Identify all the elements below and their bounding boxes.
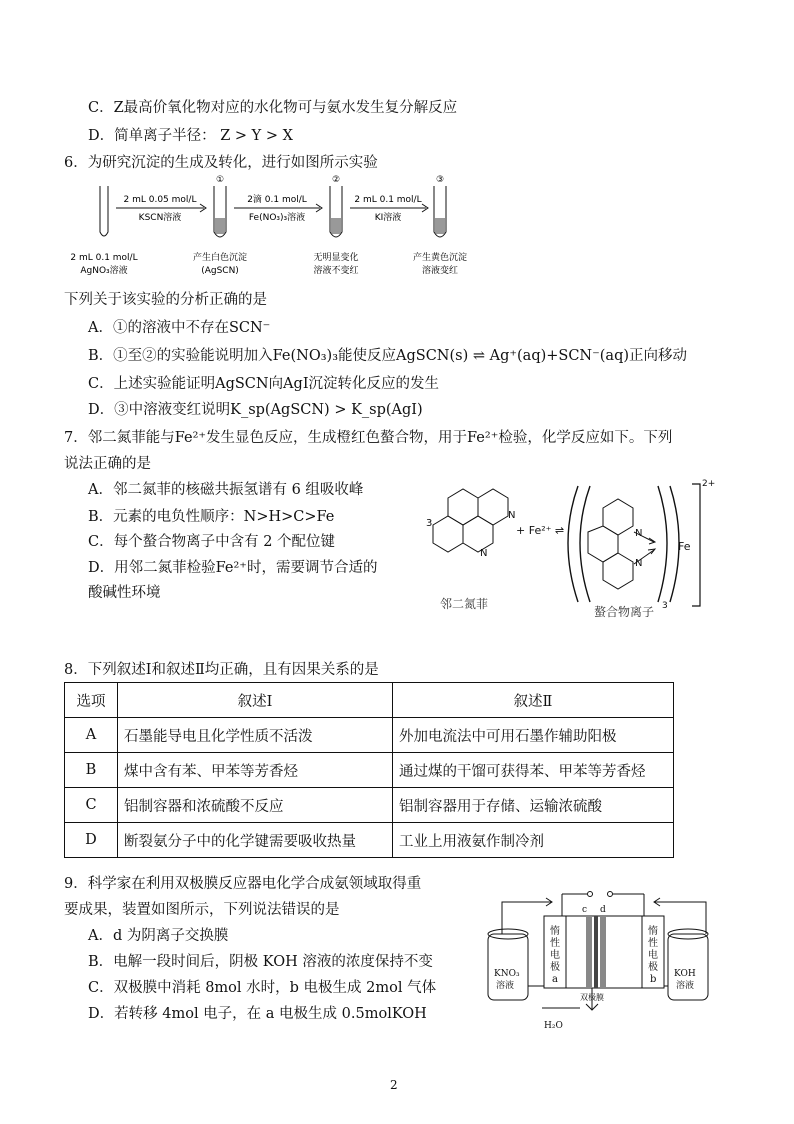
q8-header-option: 选项 <box>65 683 118 718</box>
q9-electrode-b-char3: 电 <box>648 950 658 961</box>
q6-tube0-solution: AgNO₃溶液 <box>80 266 128 276</box>
q8-row-statement1: 断裂氨分子中的化学键需要吸收热量 <box>118 823 393 858</box>
q7-subscript-3: 3 <box>662 601 668 611</box>
q8-row-statement1: 铝制容器和浓硫酸不反应 <box>118 788 393 823</box>
q9-label-d: d <box>600 905 606 915</box>
q7-option-d-line1: D．用邻二氮菲检验Fe²⁺时，需要调节合适的 <box>88 560 378 576</box>
q8-row-statement1: 煤中含有苯、甲苯等芳香烃 <box>118 753 393 788</box>
q6-option-a: A．①的溶液中不存在SCN⁻ <box>88 320 271 336</box>
q8-header-statement1: 叙述Ⅰ <box>118 683 393 718</box>
q6-tube-2-number: ② <box>331 175 341 185</box>
q9-electrode-a-char2: 性 <box>550 938 560 949</box>
q6-tube2-note: 溶液不变红 <box>313 266 359 276</box>
q6-step3-reagent: KI溶液 <box>374 213 402 223</box>
q6-option-d: D．③中溶液变红说明K_sp(AgSCN) > K_sp(AgI) <box>88 402 423 418</box>
q8-row-option: C <box>65 788 118 823</box>
q9-water-label: H₂O <box>544 1021 563 1031</box>
q6-step2-reagent: Fe(NO₃)₃溶液 <box>248 213 306 223</box>
q6-tube0-label: 2 mL 0.1 mol/L <box>70 253 138 263</box>
q6-tube3-label: 产生黄色沉淀 <box>412 253 468 263</box>
q7-n-top: N <box>508 510 516 521</box>
q7-option-d-line2: 酸碱性环境 <box>88 585 161 601</box>
q7-option-a: A．邻二氮菲的核磁共振氢谱有 6 组吸收峰 <box>88 482 364 498</box>
q9-electrode-b-char1: 惰 <box>648 926 658 937</box>
table-row <box>65 788 674 823</box>
q7-label-phen: 邻二氮菲 <box>440 597 489 611</box>
q6-ask: 下列关于该实验的分析正确的是 <box>64 292 267 308</box>
q7-complex-n-bottom: N <box>635 558 643 569</box>
q7-label-complex: 螯合物离子 <box>594 605 655 619</box>
q6-tube2-label: 无明显变化 <box>313 253 359 263</box>
q8-row-statement1: 石墨能导电且化学性质不活泼 <box>118 718 393 753</box>
q6-tube-1-number: ① <box>215 175 225 185</box>
q8-row-statement2: 通过煤的干馏可获得苯、甲苯等芳香烃 <box>393 753 674 788</box>
q6-tube-3-number: ③ <box>435 175 445 185</box>
q6-option-b: B．①至②的实验能说明加入Fe(NO₃)₃能使反应AgSCN(s) ⇌ Ag⁺(aq)+SCN⁻(aq)正向移动 <box>88 348 688 364</box>
q9-option-c: C．双极膜中消耗 8mol 水时，b 电极生成 2mol 气体 <box>88 980 437 996</box>
q7-stem-line1: 7．邻二氮菲能与Fe²⁺发生显色反应，生成橙红色螯合物，用于Fe²⁺检验，化学反应如下。下列 <box>64 430 673 446</box>
q7-coefficient: 3 <box>426 518 433 529</box>
q9-membrane-label: 双极膜 <box>580 993 604 1002</box>
q7-complex-n-top: N <box>635 528 643 539</box>
q7-stem-line2: 说法正确的是 <box>64 456 151 472</box>
q9-stem-line1: 9．科学家在利用双极膜反应器电化学合成氨领域取得重 <box>64 876 422 892</box>
q9-option-d: D．若转移 4mol 电子，在 a 电极生成 0.5molKOH <box>88 1006 427 1022</box>
q8-table-header <box>65 683 674 718</box>
q6-tube1-label: 产生白色沉淀 <box>192 253 248 263</box>
q8-row-option: B <box>65 753 118 788</box>
q9-label-c: c <box>582 905 588 915</box>
q6-diagram <box>64 172 484 284</box>
q9-electrode-b-char2: 性 <box>648 938 658 949</box>
q6-step1-label: 2 mL 0.05 mol/L <box>123 195 197 205</box>
q9-option-b: B．电解一段时间后，阴极 KOH 溶液的浓度保持不变 <box>88 954 433 970</box>
q9-electrode-a-char1: 惰 <box>550 926 560 937</box>
q6-tube1-note: (AgSCN) <box>201 266 239 276</box>
q9-electrode-a-char5: a <box>552 974 558 985</box>
q9-electrode-a-char3: 电 <box>550 950 560 961</box>
q7-option-c: C．每个螯合物离子中含有 2 个配位键 <box>88 534 336 550</box>
q9-left-tank-solution: 溶液 <box>496 981 515 991</box>
q9-electrode-b-char5: b <box>650 974 657 985</box>
q7-plus-fe: + Fe²⁺ ⇌ <box>516 524 565 537</box>
q6-step3-label: 2 mL 0.1 mol/L <box>354 195 422 205</box>
q9-right-tank-solution: 溶液 <box>676 981 695 991</box>
q8-row-statement2: 工业上用液氨作制冷剂 <box>393 823 674 858</box>
q9-electrode-a-char4: 极 <box>550 962 560 973</box>
table-row <box>65 718 674 753</box>
q7-option-b: B．元素的电负性顺序：N>H>C>Fe <box>88 509 335 525</box>
q8-header-statement2: 叙述Ⅱ <box>393 683 674 718</box>
q6-stem: 6．为研究沉淀的生成及转化，进行如图所示实验 <box>64 155 378 171</box>
page-number: 2 <box>390 1078 398 1092</box>
q9-electrode-b-char4: 极 <box>648 962 658 973</box>
q6-step2-label: 2滴 0.1 mol/L <box>247 195 307 205</box>
q7-fe-center: Fe <box>678 540 691 553</box>
q7-charge: 2+ <box>702 479 716 489</box>
q8-row-statement2: 铝制容器用于存储、运输浓硫酸 <box>393 788 674 823</box>
q9-option-a: A．d 为阴离子交换膜 <box>88 928 229 944</box>
q7-reaction-diagram <box>418 462 728 622</box>
table-row <box>65 823 674 858</box>
q8-stem: 8．下列叙述Ⅰ和叙述Ⅱ均正确，且有因果关系的是 <box>64 662 379 678</box>
q6-tube3-note: 溶液变红 <box>421 266 459 276</box>
q5-option-c: C．Z最高价氧化物对应的水化物可与氨水发生复分解反应 <box>88 100 458 116</box>
q8-row-statement2: 外加电流法中可用石墨作辅助阳极 <box>393 718 674 753</box>
q8-table <box>64 682 674 858</box>
q6-step1-reagent: KSCN溶液 <box>138 213 182 223</box>
q8-row-option: A <box>65 718 118 753</box>
q8-row-option: D <box>65 823 118 858</box>
q7-n-bottom: N <box>480 548 488 559</box>
q5-option-d: D．简单离子半径： Z > Y > X <box>88 128 293 144</box>
table-row <box>65 753 674 788</box>
q9-stem-line2: 要成果，装置如图所示，下列说法错误的是 <box>64 902 340 918</box>
q9-electrolyzer-diagram <box>482 876 722 1036</box>
q6-option-c: C．上述实验能证明AgSCN向AgI沉淀转化反应的发生 <box>88 376 440 392</box>
q9-left-tank-solute: KNO₃ <box>494 969 520 979</box>
q9-right-tank-solute: KOH <box>674 969 696 979</box>
